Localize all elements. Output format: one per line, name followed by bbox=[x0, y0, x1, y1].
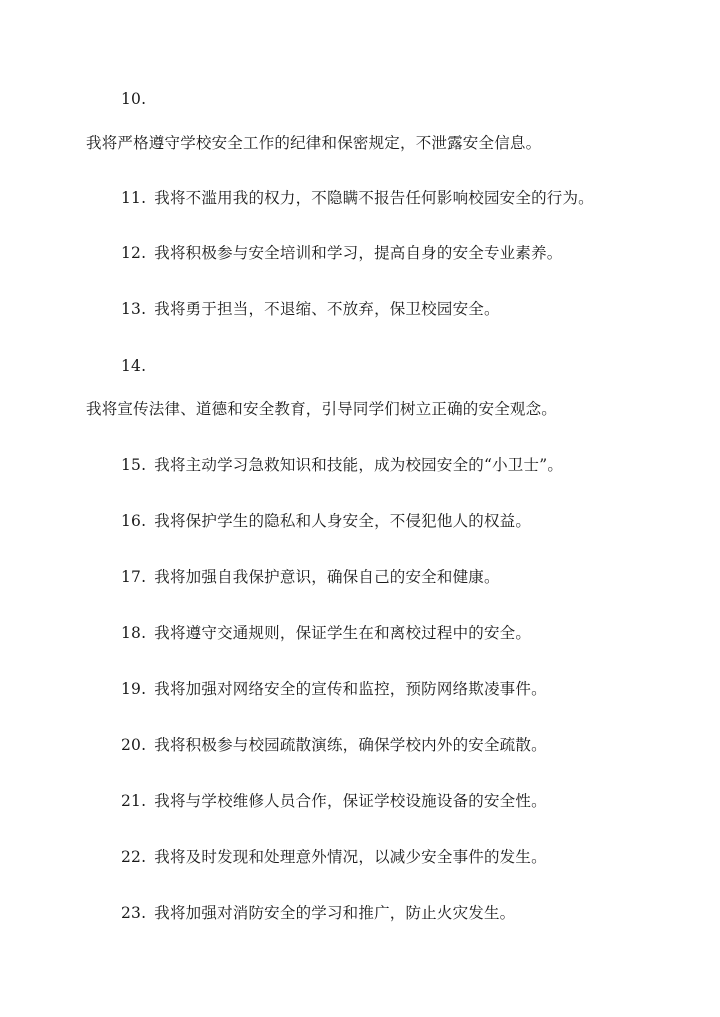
list-item-number: 11. bbox=[121, 189, 147, 207]
list-item-text: 我将加强对网络安全的宣传和监控，预防网络欺凌事件。 bbox=[154, 680, 547, 698]
list-item-text: 我将主动学习急救知识和技能，成为校园安全的“小卫士”。 bbox=[154, 456, 564, 474]
list-item bbox=[121, 791, 547, 811]
list-item bbox=[121, 299, 500, 319]
list-item bbox=[121, 735, 547, 755]
list-item bbox=[121, 903, 515, 923]
list-item bbox=[121, 567, 500, 587]
list-item-text: 我将加强自我保护意识，确保自己的安全和健康。 bbox=[154, 568, 500, 586]
list-item-number: 20. bbox=[121, 736, 147, 754]
list-item-text: 我将加强对消防安全的学习和推广，防止火灾发生。 bbox=[154, 904, 516, 922]
list-item bbox=[121, 455, 563, 475]
list-item-text: 我将积极参与校园疏散演练，确保学校内外的安全疏散。 bbox=[154, 736, 547, 754]
list-item-text: 我将保护学生的隐私和人身安全，不侵犯他人的权益。 bbox=[154, 512, 532, 530]
list-item bbox=[121, 188, 594, 208]
list-item-number: 15. bbox=[121, 456, 147, 474]
list-item bbox=[121, 243, 562, 263]
list-item-text: 我将遵守交通规则，保证学生在和离校过程中的安全。 bbox=[154, 624, 532, 642]
list-item-text: 我将严格遵守学校安全工作的纪律和保密规定，不泄露安全信息。 bbox=[86, 134, 542, 152]
list-item-text: 我将不滥用我的权力，不隐瞒不报告任何影响校园安全的行为。 bbox=[154, 189, 594, 207]
list-item-text: 我将宣传法律、道德和安全教育，引导同学们树立正确的安全观念。 bbox=[86, 400, 558, 418]
list-item-number: 14. bbox=[121, 357, 147, 375]
list-item bbox=[121, 847, 547, 867]
list-item bbox=[121, 511, 531, 531]
list-item-text: 我将勇于担当，不退缩、不放弃，保卫校园安全。 bbox=[154, 300, 500, 318]
list-item bbox=[121, 623, 531, 643]
list-item-number: 21. bbox=[121, 792, 147, 810]
list-item-number: 23. bbox=[121, 904, 147, 922]
list-item-number: 17. bbox=[121, 568, 147, 586]
list-item-number: 22. bbox=[121, 848, 147, 866]
list-item-number: 12. bbox=[121, 244, 147, 262]
list-item bbox=[121, 679, 547, 699]
list-item-number: 19. bbox=[121, 680, 147, 698]
list-item-number: 18. bbox=[121, 624, 147, 642]
list-item-text: 我将及时发现和处理意外情况，以减少安全事件的发生。 bbox=[154, 848, 547, 866]
list-item-text: 我将积极参与安全培训和学习，提高自身的安全专业素养。 bbox=[154, 244, 563, 262]
list-item-number: 10. bbox=[121, 90, 147, 108]
list-item-number: 13. bbox=[121, 300, 147, 318]
list-item-number: 16. bbox=[121, 512, 147, 530]
list-item-text: 我将与学校维修人员合作，保证学校设施设备的安全性。 bbox=[154, 792, 547, 810]
